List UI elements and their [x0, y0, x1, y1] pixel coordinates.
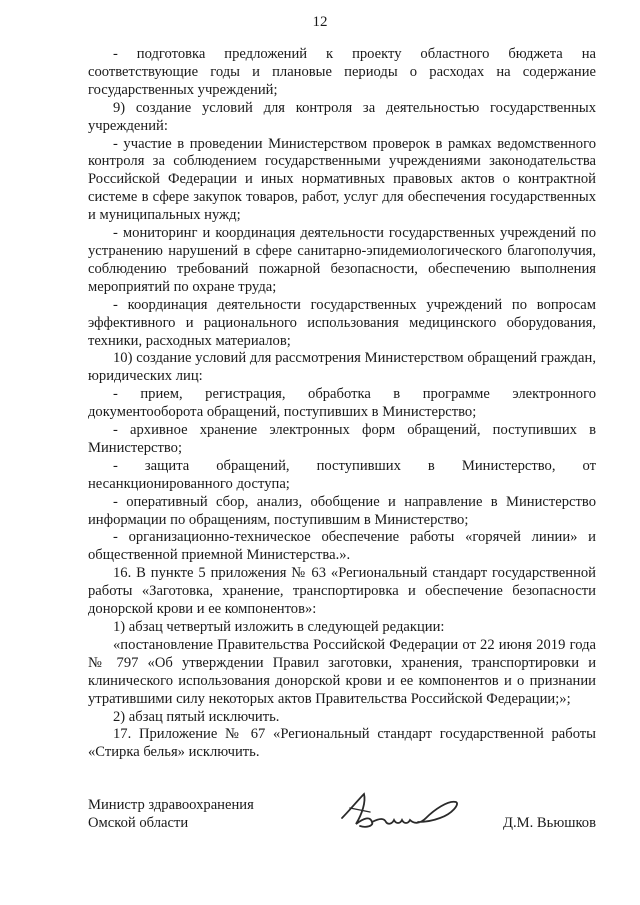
signatory-title-line-2: Омской области: [88, 815, 189, 831]
paragraph: - координация деятельности государственных учреждений по вопросам эффективного и рационального использования медицинского оборудования, техники, расходных материалов;: [88, 296, 596, 349]
paragraph: 10) создание условий для рассмотрения Министерством обращений граждан, юридических лиц:: [88, 350, 596, 385]
signature-block: [88, 796, 596, 846]
signatory-title-line-1: Министр здравоохранения: [88, 797, 254, 813]
signature-icon: [336, 788, 466, 834]
paragraph: - организационно-техническое обеспечение работы «горячей линии» и общественной приемной Министерства.».: [88, 529, 596, 564]
paragraph: 17. Приложение № 67 «Региональный стандарт государственной работы «Стирка белья» исключить.: [88, 726, 596, 761]
paragraph: - мониторинг и координация деятельности государственных учреждений по устранению нарушений в сфере санитарно-эпидемиологического благополучия, соблюдению требований пожарной безопасности, обеспечению выполнения мероприятий по охране труда;: [88, 225, 596, 295]
paragraph: - участие в проведении Министерством проверок в рамках ведомственного контроля за соблюдением государственными учреждениями законодательства Российской Федерации и иных нормативных правовых актов о контрактной системе в сфере закупок товаров, работ, услуг для обеспечения государственных и муниципальных нужд;: [88, 135, 596, 224]
paragraph: - подготовка предложений к проекту областного бюджета на соответствующие годы и плановые периоды о расходах на содержание государственных учреждений;: [88, 46, 596, 98]
document-body: [88, 46, 596, 762]
signatory-title: [88, 796, 254, 832]
paragraph: - прием, регистрация, обработка в программе электронного документооборота обращений, поступивших в Министерство;: [88, 386, 596, 421]
paragraph: «постановление Правительства Российской Федерации от 22 июня 2019 года № 797 «Об утверждении Правил заготовки, хранения, транспортировки и клинического использования донорской крови и ее компонентов и о признании утратившими силу некоторых актов Правительства Российской Федерации;»;: [88, 636, 596, 707]
paragraph: - архивное хранение электронных форм обращений, поступивших в Министерство;: [88, 422, 596, 456]
paragraph: - защита обращений, поступивших в Министерство, от несанкционированного доступа;: [88, 457, 596, 492]
paragraph: 16. В пункте 5 приложения № 63 «Региональный стандарт государственной работы «Заготовка, хранение, транспортировка и обеспечение безопасности донорской крови и ее компонентов»:: [88, 565, 596, 618]
page-number: 12: [312, 14, 328, 30]
paragraph: - оперативный сбор, анализ, обобщение и направление в Министерство информации по обращениям, поступившим в Министерство;: [88, 493, 596, 528]
signatory-name: Д.М. Вьюшков: [503, 815, 596, 831]
paragraph: 9) создание условий для контроля за деятельностью государственных учреждений:: [88, 99, 596, 134]
paragraph: 2) абзац пятый исключить.: [113, 708, 280, 725]
handwritten-signature: [336, 788, 466, 839]
paragraph: 1) абзац четвертый изложить в следующей редакции:: [113, 619, 445, 635]
